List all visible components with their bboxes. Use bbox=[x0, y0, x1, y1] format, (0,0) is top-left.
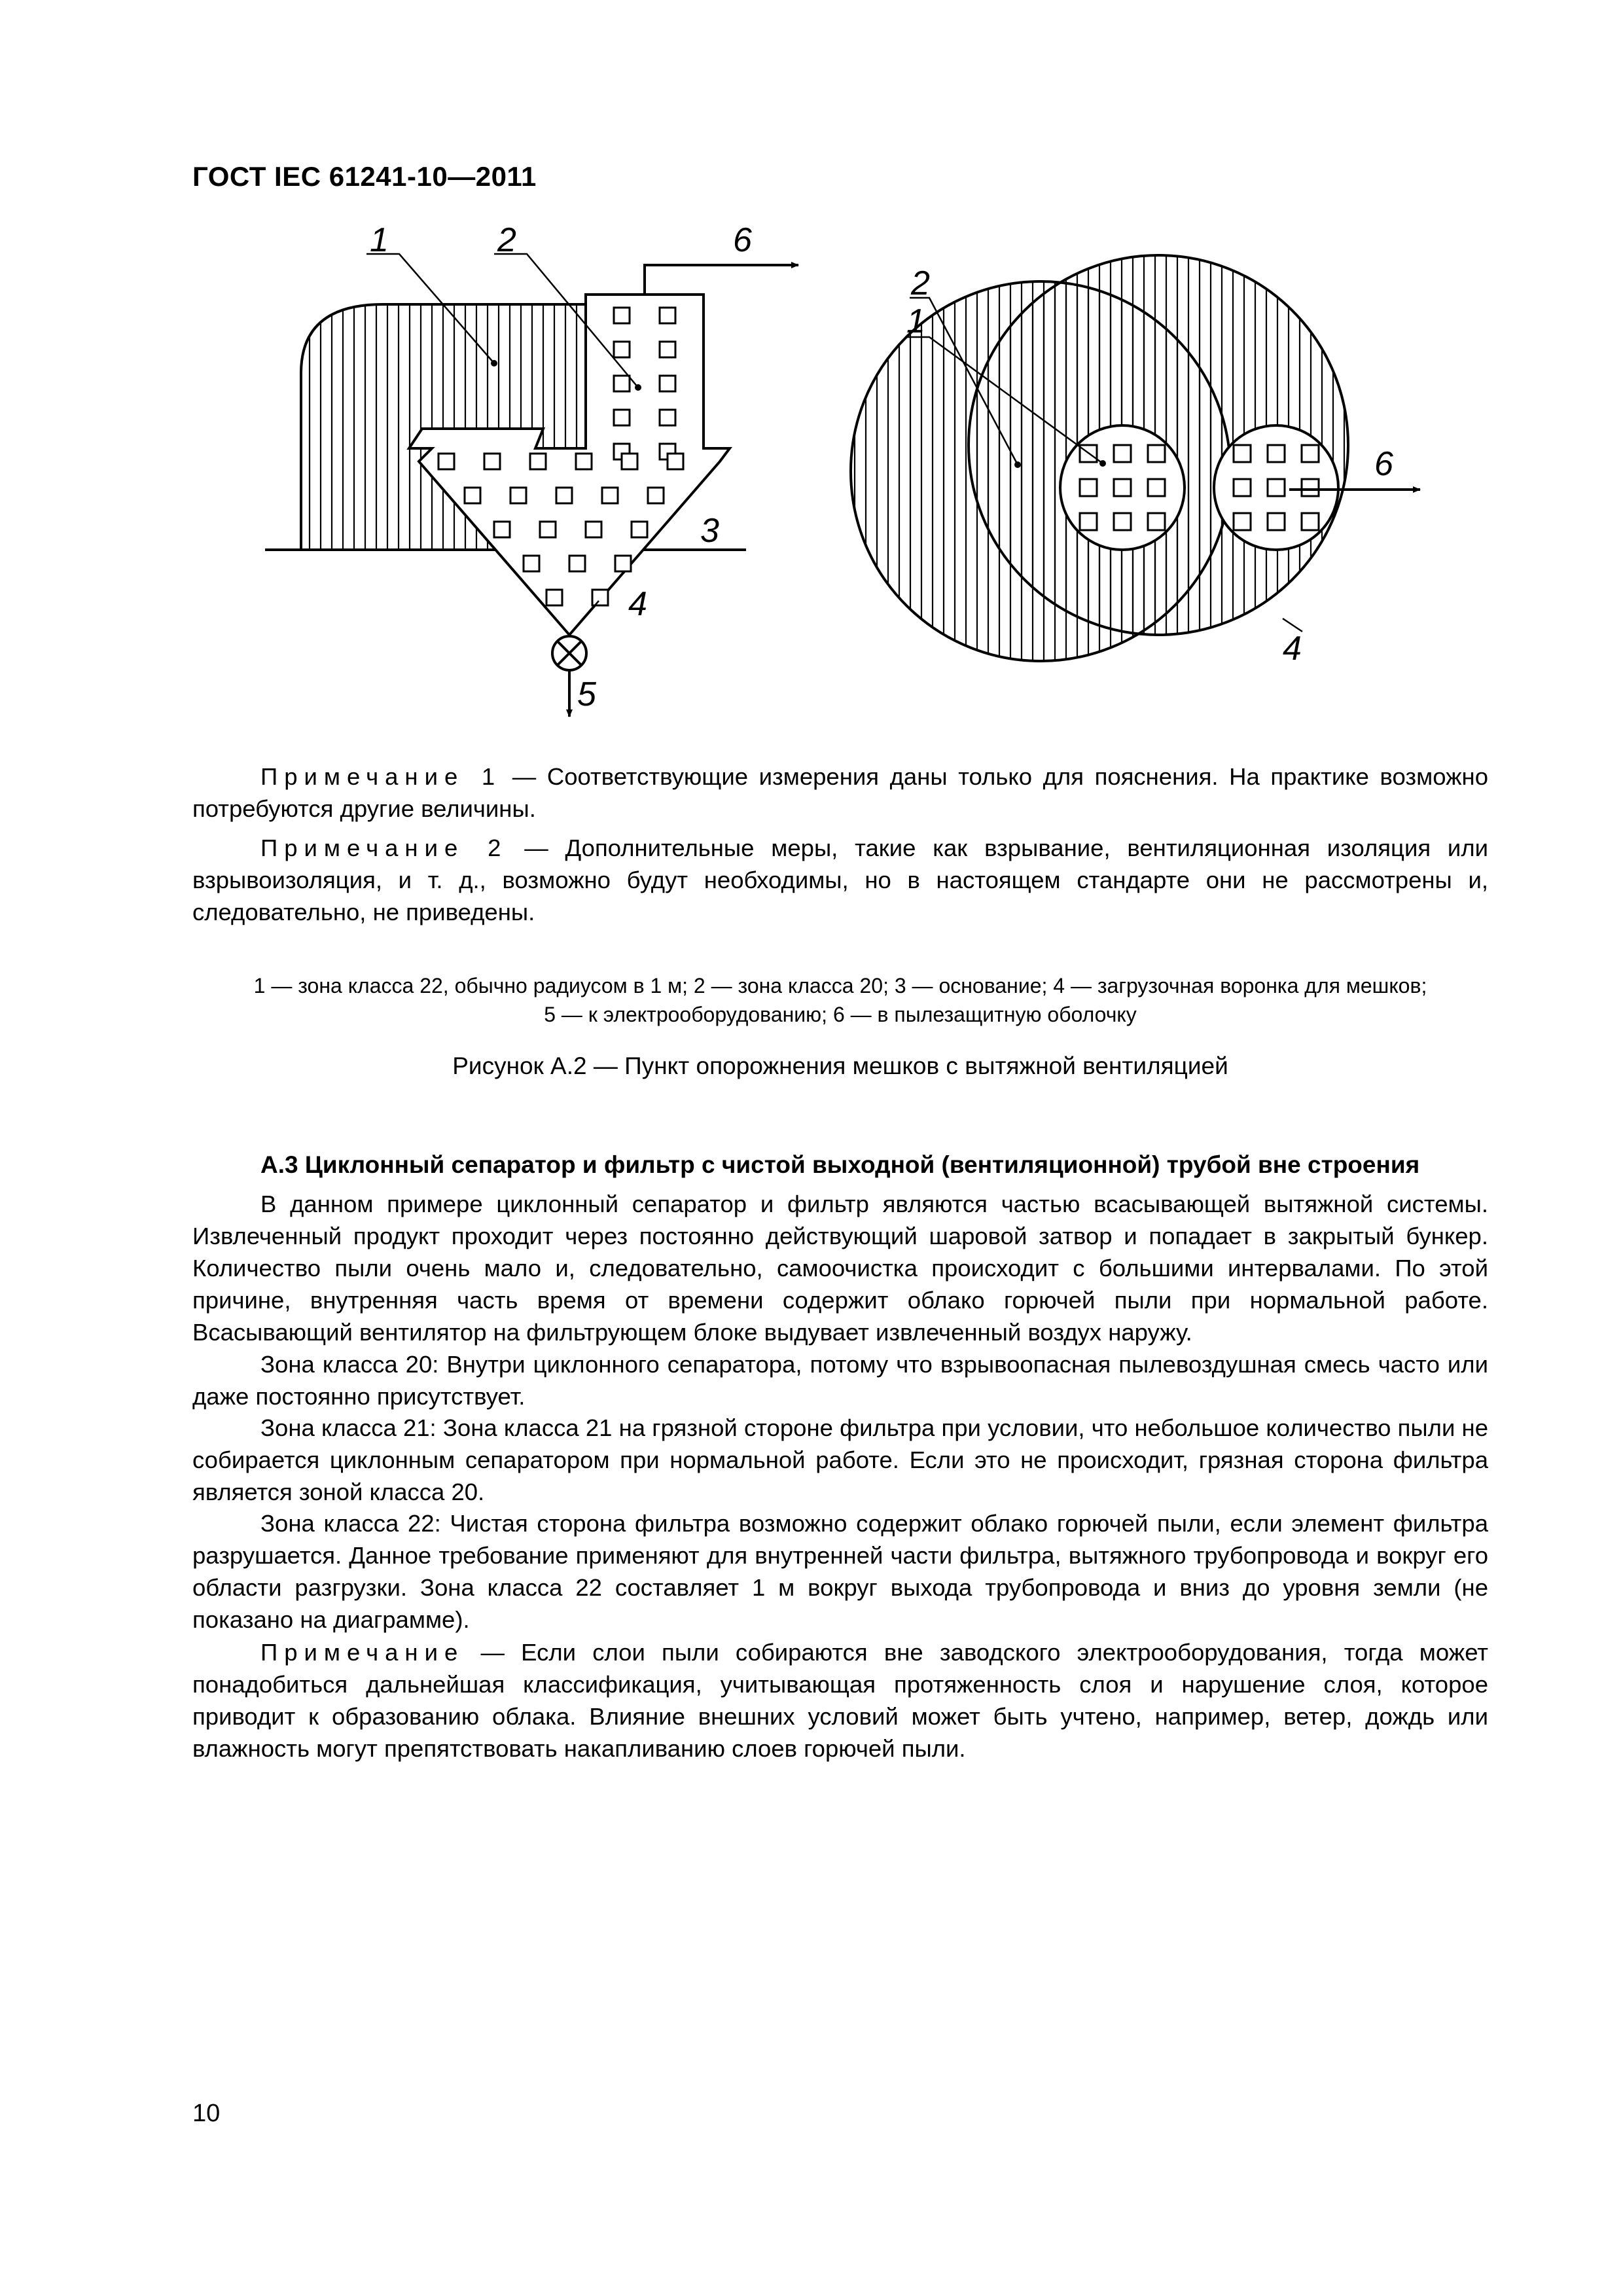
left-label-6: 6 bbox=[733, 223, 752, 259]
right-label-4: 4 bbox=[1283, 630, 1302, 668]
note-2-text: — Дополнительные меры, такие как взрывание, вентиляционная изоляция или взрывоизоляция, и т. д., возможно будут необходимы, но в настоящем стандарте они не рассмотрены и, следовательно, не приведены. bbox=[192, 834, 1488, 925]
figure-a2-diagram bbox=[249, 223, 1492, 733]
section-note-text: — Если слои пыли собираются вне заводского электрооборудования, тогда может понадобиться дальнейшая классификация, учитывающая протяженность слоя и нарушение слоя, которое приводит к образованию облака. Влияние внешних условий может быть учтено, например, ветер, дождь или влажность могут препятствовать накапливанию слоев горючей пыли. bbox=[192, 1639, 1488, 1762]
left-label-2: 2 bbox=[497, 223, 516, 259]
right-diagram bbox=[851, 255, 1420, 668]
left-label-1: 1 bbox=[370, 223, 389, 259]
right-label-1: 1 bbox=[906, 302, 925, 340]
left-label-5: 5 bbox=[577, 675, 596, 713]
section-heading: А.3 Циклонный сепаратор и фильтр с чистой выходной (вентиляционной) трубой вне строения bbox=[260, 1151, 1420, 1178]
section-paragraph-3-text: Зона класса 21: Зона класса 21 на грязной стороне фильтра при условии, что небольшое количество пыли не собирается циклонным сепаратором при нормальной работе. Если это не происходит, грязная сторона фильтра является зоной класса 20. bbox=[192, 1414, 1488, 1505]
section-note bbox=[192, 1636, 1488, 1765]
note-2 bbox=[192, 832, 1488, 928]
right-label-6: 6 bbox=[1374, 445, 1393, 483]
outlet-arrow bbox=[645, 265, 798, 295]
note-2-label: Примечание 2 bbox=[260, 834, 508, 861]
page-number: 10 bbox=[192, 2100, 221, 2127]
figure-legend-line-1: 1 — зона класса 22, обычно радиусом в 1 м; 2 — зона класса 20; 3 — основание; 4 — загрузочная воронка для мешков; bbox=[253, 974, 1427, 997]
left-label-4: 4 bbox=[628, 585, 647, 623]
document-header: ГОСТ IEC 61241-10—2011 bbox=[192, 161, 537, 192]
section-paragraph-2 bbox=[192, 1348, 1488, 1412]
section-paragraph-1 bbox=[192, 1188, 1488, 1348]
section-paragraph-4-text: Зона класса 22: Чистая сторона фильтра возможно содержит облако горючей пыли, если элемент фильтра разрушается. Данное требование применяют для внутренней части фильтра, вытяжного трубопровода и вокруг его области разгрузки. Зона класса 22 составляет 1 м вокруг выхода трубопровода и вниз до уровня земли (не показано на диаграмме). bbox=[192, 1510, 1488, 1633]
figure-caption: Рисунок А.2 — Пункт опорожнения мешков с вытяжной вентиляцией bbox=[452, 1052, 1228, 1079]
right-label-2: 2 bbox=[911, 264, 930, 302]
section-paragraph-4 bbox=[192, 1507, 1488, 1636]
left-diagram bbox=[265, 223, 798, 717]
section-paragraph-1-text: В данном примере циклонный сепаратор и фильтр являются частью всасывающей вытяжной системы. Извлеченный продукт проходит через постоянно действующий шаровой затвор и попадает в закрытый бункер. Количество пыли очень мало и, следовательно, самоочистка происходит с большими интервалами. По этой причине, внутренняя часть время от времени содержит облако горючей пыли при нормальной работе. Всасывающий вентилятор на фильтрующем блоке выдувает извлеченный воздух наружу. bbox=[192, 1191, 1488, 1346]
section-paragraph-3 bbox=[192, 1412, 1488, 1508]
note-1 bbox=[192, 761, 1488, 825]
left-label-3: 3 bbox=[700, 512, 719, 550]
note-1-label: Примечание 1 bbox=[260, 763, 502, 790]
figure-legend-line-2: 5 — к электрооборудованию; 6 — в пылезащитную оболочку bbox=[544, 1003, 1137, 1026]
section-note-label: Примечание bbox=[260, 1639, 465, 1666]
note-1-text: — Соответствующие измерения даны только для пояснения. На практике возможно потребуются другие величины. bbox=[192, 763, 1488, 822]
section-paragraph-2-text: Зона класса 20: Внутри циклонного сепаратора, потому что взрывоопасная пылевоздушная смесь часто или даже постоянно присутствует. bbox=[192, 1351, 1488, 1410]
